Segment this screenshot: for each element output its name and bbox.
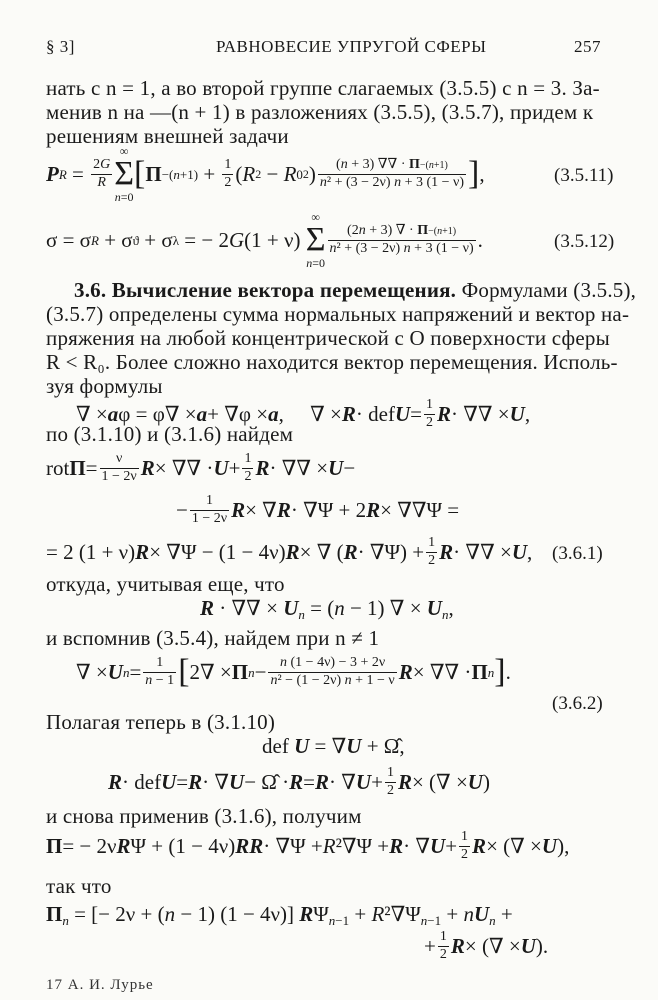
equation-pi-n-1: $\Pi_n$ = [− 2ν + (n − 1) (1 − 4ν)] $R\Psi_{n-1} + R^2\nabla\Psi_{n-1} + nU_n$ + [46,902,513,928]
text-line: и вспомнив (3.5.4), найдем при n ≠ 1 [46,626,380,650]
text-line: решениям внешней задачи [46,124,289,148]
text-line: (3.5.7) определены сумма нормальных напряжений и вектор на- [46,302,630,326]
text-line: так что [46,874,112,898]
footer-signature: 17 А. И. Лурье [46,977,154,993]
equation-3-5-12: σ = σ R + σ ϑ + σ λ = − 2 G (1 + ν) ∞ Σ n=0 $\frac{(2n + 3) \nabla \cdot \Pi-(n+1)}{\text{n² + (3 − 2ν) n + 3 (1 − ν)}}$ . [46,210,483,270]
equation-formulas: ∇ × a φ = φ∇ × a + ∇φ × a , ∇ × R · def U = $\frac{1}{2}$ R · ∇∇ × U , [76,397,531,430]
header-title: РАВНОВЕСИЕ УПРУГОЙ СФЕРЫ [216,37,487,56]
equation-number: (3.5.11) [554,165,614,186]
equation-pi: Π = − 2ν R Ψ + (1 − 4ν) RR · ∇Ψ + R ²∇Ψ + R · ∇ U + $\frac{1}{2}$ R × (∇ × U ), [46,829,570,862]
equation-number: (3.5.12) [554,231,615,252]
equation-r-def-u: R · def U = R · ∇ U − Ω̂ · R = R · ∇ U + $\frac{1}{2}$ R × (∇ × U ) [108,765,490,798]
equation-pi-n-2: + $\frac{1}{2}$ R × (∇ × U ). [424,929,549,962]
section-title-rest: Формулами (3.5.5), [461,278,637,302]
equation-3-5-11: P R = $\frac{2G}{R}$ ∞ Σ n=0 [ Π −(n+1) + $\frac{1}{2}$ ( R 2 − R 0 2 ) $\frac{(n + 3) \nabla\nabla \cdot \Pi-(n+1)}{\text{n² + (3 − 2ν) n + 3 (1 − ν)}}$ ] , [46,144,485,204]
equation-def-u: def U = ∇U + Ω̂, [262,734,405,758]
text-line: Полагая теперь в (3.1.10) [46,710,276,734]
equation-rot-pi-2: − $\frac{1}{1 - 2\nu}$ R × ∇ R · ∇Ψ + 2 R × ∇∇Ψ = [176,493,460,526]
text-line: пряжения на любой концентрической с O поверхности сферы [46,326,610,350]
text-line: зуя формулы [46,374,163,398]
equation-number: (3.6.1) [552,543,603,564]
equation-3-6-2: ∇ × U n = $\frac{1}{n - 1}$ [ 2∇ × Π n − $\frac{n (1 - 4\nu) - 3 + 2\nu}{\text{n² − (1 − 2ν) n + 1 − ν}}$ R × ∇∇ · Π n ] . [76,653,511,690]
equation-r-grad-grad: R · ∇∇ × $U_n = (n - 1)$ ∇ × $U_n$, [200,596,454,622]
header-section: § 3] [46,37,75,56]
text-line: R < R₀. Более сложно находится вектор перемещения. Исполь- [46,350,618,374]
section-title: 3.6. Вычисление вектора перемещения. [74,278,457,302]
text-line: по (3.1.10) и (3.1.6) найдем [46,422,294,446]
text-line: менив n на —(n + 1) в разложениях (3.5.5), (3.5.7), придем к [46,100,594,124]
equation-number: (3.6.2) [552,693,603,714]
text-line: нать с n = 1, а во второй группе слагаемых (3.5.5) с n = 3. За- [46,76,600,100]
equation-3-6-1: = 2 (1 + ν) R × ∇Ψ − (1 − 4ν) R × ∇ ( R · ∇Ψ) + $\frac{1}{2}$ R · ∇∇ × U , [46,535,533,568]
header-page-number: 257 [574,37,601,56]
text-line: и снова применив (3.1.6), получим [46,804,362,828]
section-heading-line [74,280,636,301]
text-line: откуда, учитывая еще, что [46,572,285,596]
equation-rot-pi-1: rot Π = $\frac{\nu}{1 - 2\nu}$ R × ∇∇ · U + $\frac{1}{2}$ R · ∇∇ × U − [46,451,356,484]
